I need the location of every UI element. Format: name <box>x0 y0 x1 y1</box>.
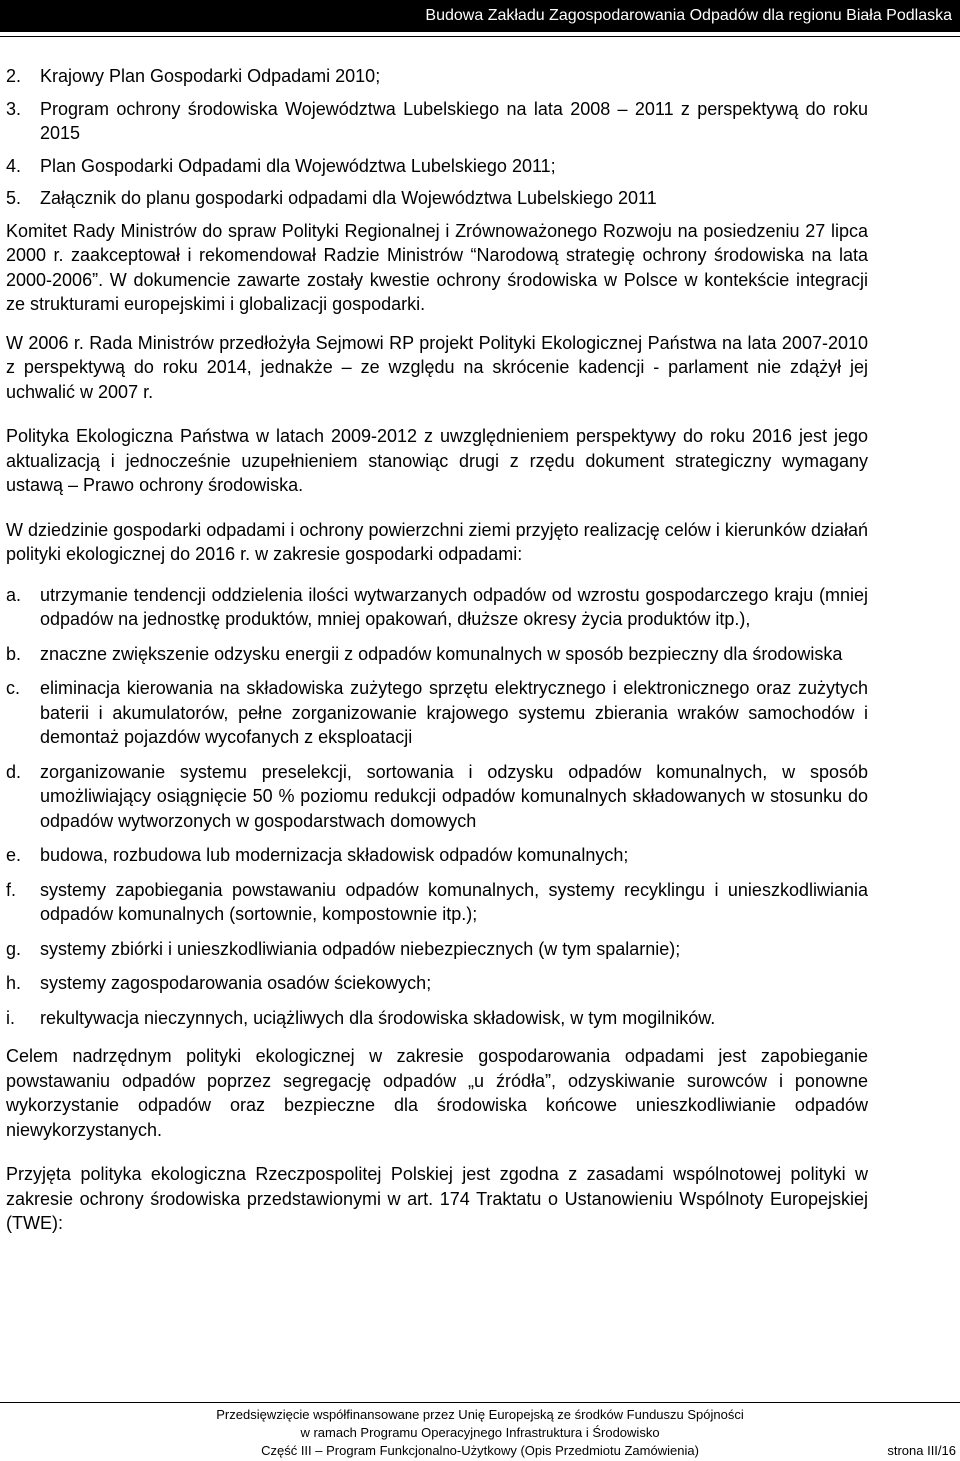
footer-divider <box>0 1402 960 1403</box>
list-letter: f. <box>6 879 17 900</box>
list-text: systemy zagospodarowania osadów ściekowych; <box>40 973 432 993</box>
lettered-list <box>6 583 868 1031</box>
list-letter: a. <box>6 584 22 605</box>
list-item <box>6 676 868 750</box>
list-text: eliminacja kierowania na składowiska zużytego sprzętu elektrycznego i elektronicznego oraz zużytych baterii i akumulatorów, pełne zorganizowanie krajowego systemu zbierania wraków samochodów i demontaż pojazdów wycofanych z eksploatacji <box>40 678 868 747</box>
list-text: systemy zbiórki i unieszkodliwiania odpadów niebezpiecznych (w tym spalarnie); <box>40 938 681 959</box>
paragraph: W 2006 r. Rada Ministrów przedłożyła Sejmowi RP projekt Polityki Ekologicznej Państwa na lata 2007-2010 z perspektywą do roku 2014, jednakże – ze względu na skrócenie kadencji - parlament nie zdążył jej uchwalić w 2007 r. <box>6 332 868 402</box>
list-text: Plan Gospodarki Odpadami dla Województwa Lubelskiego 2011; <box>40 155 556 176</box>
page-number: strona III/16 <box>887 1443 956 1458</box>
list-item <box>6 878 868 927</box>
list-text: Krajowy Plan Gospodarki Odpadami 2010; <box>40 66 381 86</box>
footer-part-line <box>0 1442 960 1460</box>
list-text: rekultywacja nieczynnych, uciążliwych dla środowiska składowisk, w tym mogilników. <box>40 1007 716 1028</box>
list-letter: d. <box>6 761 22 782</box>
list-item <box>6 642 868 667</box>
list-letter: e. <box>6 845 22 865</box>
list-text: Załącznik do planu gospodarki odpadami dla Województwa Lubelskiego 2011 <box>40 188 657 208</box>
list-item <box>6 97 868 146</box>
list-letter: g. <box>6 938 22 959</box>
list-item <box>6 843 868 868</box>
list-letter: b. <box>6 643 22 664</box>
paragraph: Polityka Ekologiczna Państwa w latach 2009-2012 z uwzględnieniem perspektywy do roku 2016 jest jego aktualizacją i jednocześnie uzupełnieniem stanowiąc drugi z rzędu dokument strategiczny wymagany ustawą – Prawo ochrony środowiska. <box>6 426 868 495</box>
list-item <box>6 971 868 996</box>
list-number: 3. <box>6 98 22 119</box>
list-item <box>6 154 868 179</box>
list-letter: i. <box>6 1007 15 1028</box>
list-letter: h. <box>6 973 22 993</box>
footer-program-line: w ramach Programu Operacyjnego Infrastruktura i Środowisko <box>300 1425 660 1440</box>
list-item <box>6 937 868 962</box>
list-text: budowa, rozbudowa lub modernizacja składowisk odpadów komunalnych; <box>40 845 629 865</box>
numbered-list <box>6 64 868 211</box>
document-body <box>6 64 868 1236</box>
list-number: 5. <box>6 188 22 208</box>
list-item <box>6 186 868 211</box>
paragraph: Celem nadrzędnym polityki ekologicznej w zakresie gospodarowania odpadami jest zapobieganie powstawaniu odpadów poprzez segregację odpadów „u źródła”, odzyskiwanie surowców i ponowne wykorzystanie odpadów oraz bezpieczne dla środowiska końcowe unieszkodliwianie odpadów niewykorzystanych. <box>6 1046 868 1140</box>
header-divider <box>0 36 960 37</box>
paragraph: Przyjęta polityka ekologiczna Rzeczpospolitej Polskiej jest zgodna z zasadami wspólnotowej polityki w zakresie ochrony środowiska przedstawionymi w art. 174 Traktatu o Ustanowieniu Wspólnoty Europejskiej (TWE): <box>6 1164 868 1233</box>
list-number: 2. <box>6 66 22 86</box>
list-number: 4. <box>6 155 22 176</box>
paragraph: Komitet Rady Ministrów do spraw Polityki Regionalnej i Zrównoważonego Rozwoju na posiedzeniu 27 lipca 2000 r. zaakceptował i rekomendował Radzie Ministrów “Narodową strategię ochrony środowiska na lata 2000-2006”. W dokumencie zawarte zostały kwestie ochrony środowiska w Polsce w kontekście integracji ze strukturami europejskimi i globalizacji gospodarki. <box>6 220 868 314</box>
list-text: systemy zapobiegania powstawaniu odpadów komunalnych, systemy recyklingu i unieszkodliwiania odpadów komunalnych (sortownie, kompostownie itp.); <box>40 879 868 924</box>
list-letter: c. <box>6 678 21 698</box>
list-text: znaczne zwiększenie odzysku energii z odpadów komunalnych w sposób bezpieczny dla środowiska <box>40 643 843 664</box>
footer-cofinancing-line: Przedsięwzięcie współfinansowane przez Unię Europejską ze środków Funduszu Spójności <box>216 1407 744 1422</box>
list-item <box>6 64 868 89</box>
list-item <box>6 583 868 632</box>
document-footer <box>0 1406 960 1460</box>
list-item <box>6 760 868 834</box>
footer-part-title: Część III – Program Funkcjonalno-Użytkowy (Opis Przedmiotu Zamówienia) <box>261 1443 699 1458</box>
list-text: Program ochrony środowiska Województwa Lubelskiego na lata 2008 – 2011 z perspektywą do roku 2015 <box>40 98 868 143</box>
list-item <box>6 1006 868 1031</box>
list-text: zorganizowanie systemu preselekcji, sortowania i odzysku odpadów komunalnych, w sposób umożliwiający osiągnięcie 50 % poziomu redukcji odpadów komunalnych składowanych w stosunku do odpadów wytworzonych w gospodarstwach domowych <box>40 761 868 831</box>
header-title: Budowa Zakładu Zagospodarowania Odpadów dla regionu Biała Podlaska <box>425 7 952 24</box>
document-header <box>0 0 960 32</box>
paragraph: W dziedzinie gospodarki odpadami i ochrony powierzchni ziemi przyjęto realizację celów i kierunków działań polityki ekologicznej do 2016 r. w zakresie gospodarki odpadami: <box>6 519 868 564</box>
list-text: utrzymanie tendencji oddzielenia ilości wytwarzanych odpadów od wzrostu gospodarczego kraju (mniej odpadów na jednostkę produktów, mniej opakowań, dłuższe okresy życia produktów itp.), <box>40 584 868 629</box>
